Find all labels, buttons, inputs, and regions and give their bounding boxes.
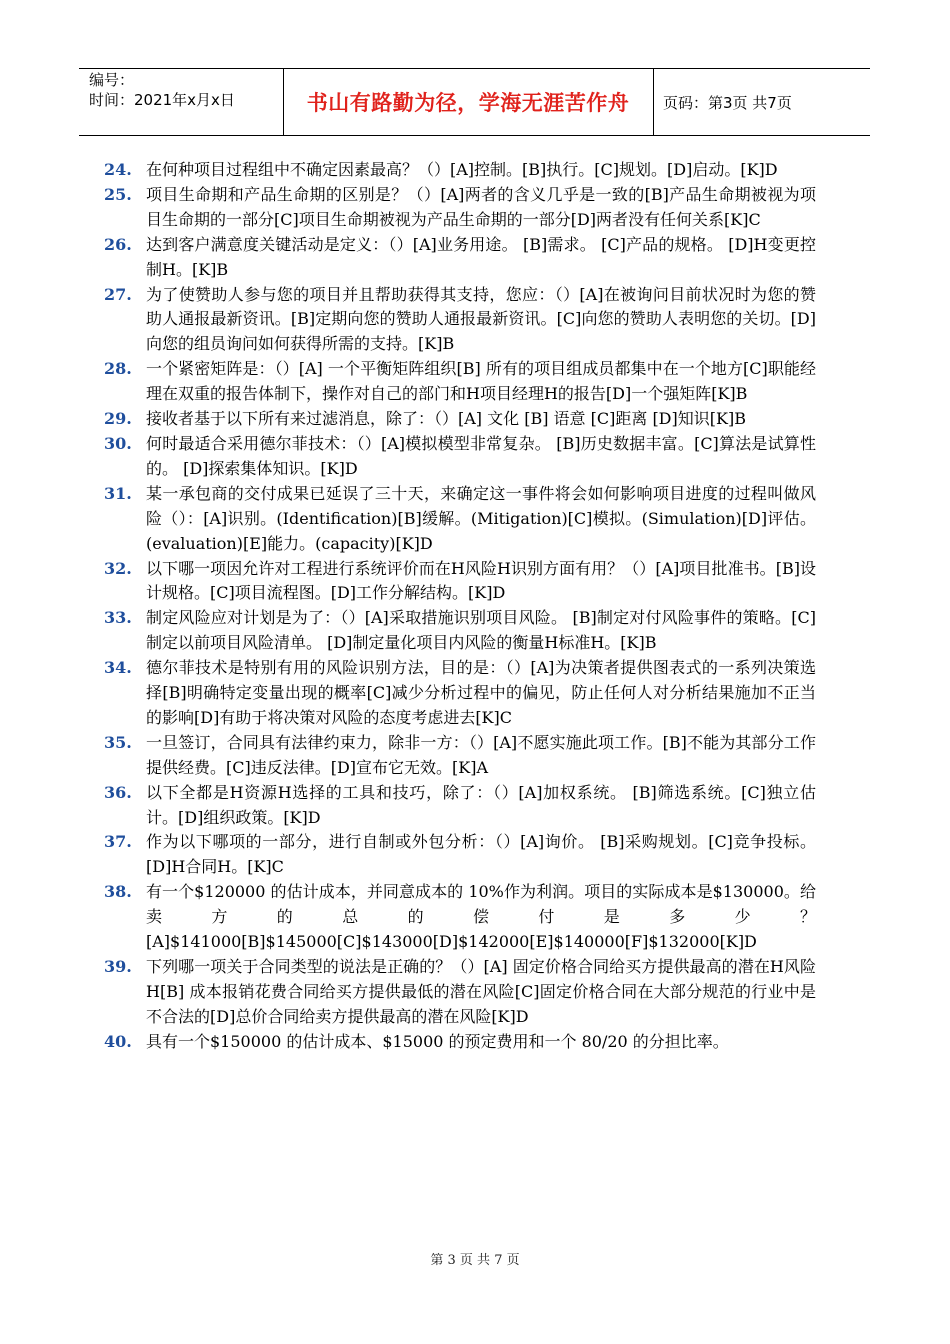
document-date: 时间：2021年x月x日 <box>89 91 235 109</box>
question-number: 26. <box>104 234 132 254</box>
question-item <box>104 606 816 656</box>
header-divider <box>283 68 284 136</box>
question-item <box>104 656 816 731</box>
question-text: 何时最适合采用德尔菲技术：（）[A]模拟模型非常复杂。 [B]历史数据丰富。[C]算法是试算性的。 [D]探索集体知识。[K]D <box>146 433 816 478</box>
question-text: 下列哪一项关于合同类型的说法是正确的？（）[A] 固定价格合同给买方提供最高的潜在H风险H[B] 成本报销花费合同给买方提供最低的潜在风险[C]固定价格合同在大部分规范的行业中是不合法的[D]总价合同给卖方提供最高的潜在风险[K]D <box>146 957 816 1026</box>
question-number: 39. <box>104 957 132 976</box>
question-number: 24. <box>104 160 132 179</box>
question-text: 以下哪一项因允许对工程进行系统评价而在H风险H识别方面有用？（）[A]项目批准书。[B]设计规格。[C]项目流程图。[D]工作分解结构。[K]D <box>146 558 816 603</box>
page-footer: 第 3 页 共 7 页 <box>430 1253 520 1268</box>
question-number: 37. <box>104 832 132 852</box>
header-page-number: 页码：第3页 共7页 <box>663 94 792 112</box>
question-text: 为了使赞助人参与您的项目并且帮助获得其支持，您应：（）[A]在被询问目前状况时为您的赞助人通报最新资讯。[B]定期向您的赞助人通报最新资讯。[C]向您的赞助人表明您的关切。[D]向您的组员询问如何获得所需的支持。[K]B <box>146 284 816 354</box>
question-list <box>104 158 816 1055</box>
question-item <box>104 830 816 880</box>
question-text: 项目生命期和产品生命期的区别是？（）[A]两者的含义几乎是一致的[B]产品生命期被视为项目生命期的一部分[C]项目生命期被视为产品生命期的一部分[D]两者没有任何关系[K]C <box>146 184 816 229</box>
question-number: 30. <box>104 433 132 453</box>
question-item <box>104 407 816 432</box>
question-number: 32. <box>104 558 132 578</box>
question-text: 接收者基于以下所有来过滤消息，除了：（）[A] 文化 [B] 语意 [C]距离 [D]知识[K]B <box>146 409 746 429</box>
question-number: 29. <box>104 409 132 429</box>
question-item <box>104 955 816 1030</box>
document-number: 编号： <box>89 71 135 89</box>
question-text: 制定风险应对计划是为了：（）[A]采取措施识别项目风险。 [B]制定对付风险事件的策略。[C]制定以前项目风险清单。 [D]制定量化项目内风险的衡量H标准H。[K]B <box>146 608 816 653</box>
question-item <box>104 781 816 831</box>
question-number: 28. <box>104 359 132 379</box>
question-number: 38. <box>104 882 132 902</box>
question-number: 36. <box>104 782 132 802</box>
question-item <box>104 283 816 358</box>
question-text: 在何种项目过程组中不确定因素最高？（）[A]控制。[B]执行。[C]规划。[D]启动。[K]D <box>146 160 778 179</box>
header-divider <box>653 68 654 136</box>
question-text: 某一承包商的交付成果已延误了三十天，来确定这一事件将会如何影响项目进度的过程叫做风险（）：[A]识别。(Identification)[B]缓解。(Mitigation)[C]模拟。(Simulation)[D]评估。(evaluation)[E]能力。(capacity)[K]D <box>146 483 816 553</box>
question-number: 31. <box>104 483 132 503</box>
question-text: 达到客户满意度关键活动是定义：（）[A]业务用途。 [B]需求。 [C]产品的规格。 [D]H变更控制H。[K]B <box>146 234 816 279</box>
question-item <box>104 357 816 407</box>
question-text: 以下全都是H资源H选择的工具和技巧，除了：（）[A]加权系统。 [B]筛选系统。[C]独立估计。[D]组织政策。[K]D <box>146 782 816 827</box>
question-text: 一个紧密矩阵是：（）[A] 一个平衡矩阵组织[B] 所有的项目组成员都集中在一个地方[C]职能经理在双重的报告体制下，操作对自己的部门和H项目经理H的报告[D]一个强矩阵[K]B <box>146 359 816 404</box>
question-item <box>104 880 816 955</box>
question-item <box>104 183 816 233</box>
question-item <box>104 233 816 283</box>
question-text: 有一个$120000 的估计成本，并同意成本的 10%作为利润。项目的实际成本是$130000。给卖方的总的偿付是多少？[A]$141000[B]$145000[C]$143000[D]$142000[E]$140000[F]$132000[K]D <box>146 882 816 952</box>
question-number: 33. <box>104 608 132 628</box>
question-text: 德尔菲技术是特别有用的风险识别方法，目的是：（）[A]为决策者提供图表式的一系列决策选择[B]明确特定变量出现的概率[C]减少分析过程中的偏见，防止任何人对分析结果施加不正当的影响[D]有助于将决策对风险的态度考虑进去[K]C <box>146 658 816 727</box>
question-item <box>104 557 816 607</box>
question-number: 35. <box>104 732 132 752</box>
question-item <box>104 731 816 781</box>
question-text: 具有一个$150000 的估计成本、$15000 的预定费用和一个 80/20 的分担比率。 <box>146 1031 729 1051</box>
question-item <box>104 158 816 183</box>
question-number: 40. <box>104 1031 132 1051</box>
question-number: 27. <box>104 284 132 304</box>
header-meta <box>89 70 235 110</box>
question-item <box>104 432 816 482</box>
page-header <box>79 68 870 136</box>
question-item <box>104 482 816 557</box>
question-text: 一旦签订，合同具有法律约束力，除非一方：（）[A]不愿实施此项工作。[B]不能为其部分工作提供经费。[C]违反法律。[D]宣布它无效。[K]A <box>146 732 816 777</box>
question-number: 25. <box>104 184 132 204</box>
question-number: 34. <box>104 658 132 678</box>
question-text: 作为以下哪项的一部分，进行自制或外包分析：（）[A]询价。 [B]采购规划。[C]竞争投标。[D]H合同H。[K]C <box>146 832 816 877</box>
question-item <box>104 1030 816 1055</box>
header-motto: 书山有路勤为径，学海无涯苦作舟 <box>306 91 630 115</box>
